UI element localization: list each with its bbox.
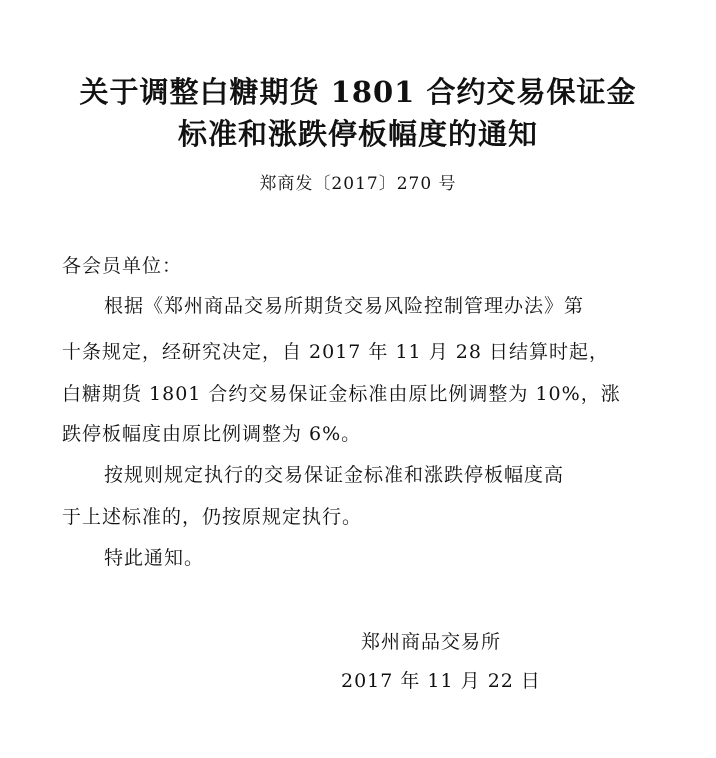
issue-date: 2017 年 11 月 22 日 bbox=[341, 670, 541, 692]
paragraph-2-line-2: 于上述标准的，仍按原规定执行。 bbox=[62, 506, 363, 528]
paragraph-2-line-1: 按规则规定执行的交易保证金标准和涨跌停板幅度高 bbox=[104, 464, 565, 486]
paragraph-1-line-4: 跌停板幅度由原比例调整为 6%。 bbox=[62, 423, 362, 445]
paragraph-1-line-3: 白糖期货 1801 合约交易保证金标准由原比例调整为 10%，涨 bbox=[62, 383, 621, 405]
document-number: 郑商发〔2017〕270 号 bbox=[259, 174, 457, 194]
paragraph-1-line-2: 十条规定，经研究决定，自 2017 年 11 月 28 日结算时起， bbox=[62, 341, 609, 363]
salutation: 各会员单位： bbox=[62, 255, 183, 277]
paragraph-1-line-1: 根据《郑州商品交易所期货交易风险控制管理办法》第 bbox=[104, 295, 585, 317]
document-title-line-1: 关于调整白糖期货 1801 合约交易保证金 bbox=[79, 75, 637, 109]
closing-line: 特此通知。 bbox=[104, 547, 205, 569]
issuer-name: 郑州商品交易所 bbox=[361, 631, 502, 653]
document-title-line-2: 标准和涨跌停板幅度的通知 bbox=[177, 117, 538, 151]
